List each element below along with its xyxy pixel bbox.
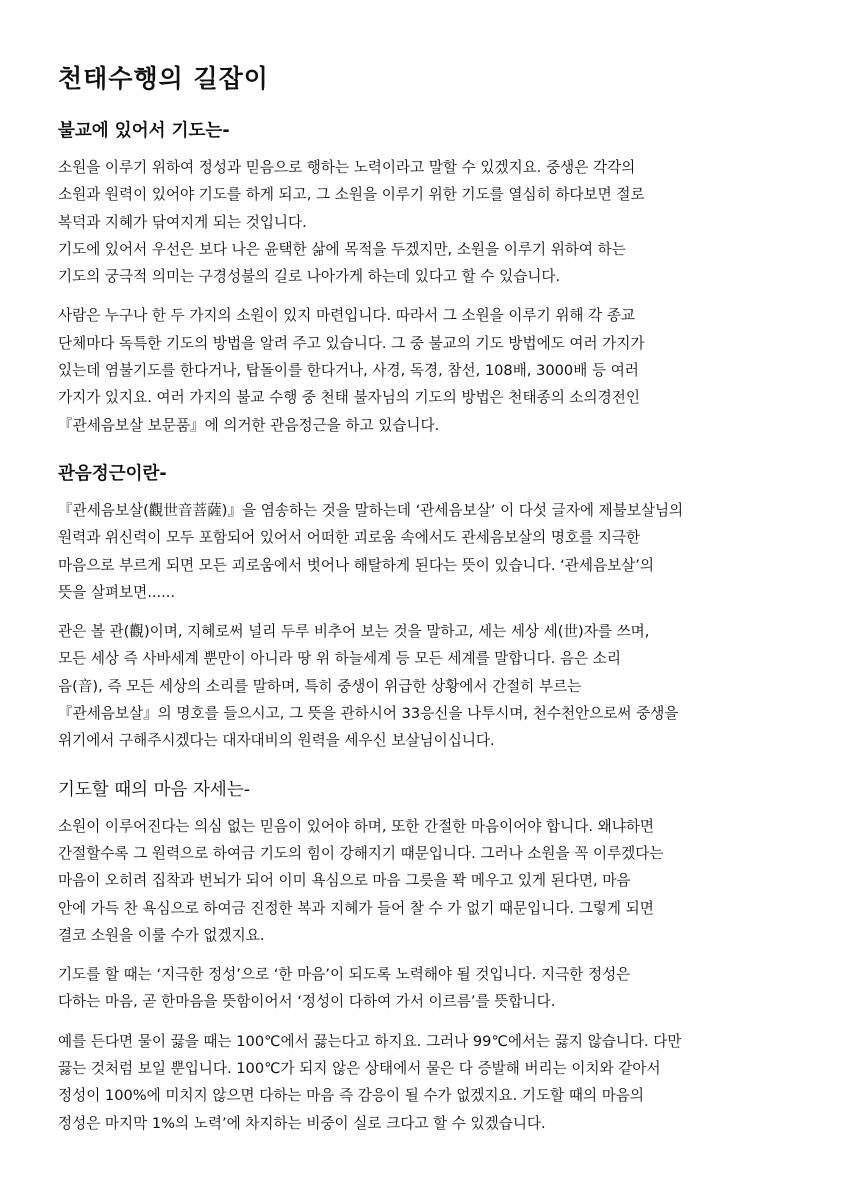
text-line: 정성은 마지막 1%의 노력’에 차지하는 비중이 실로 크다고 할 수 있겠습니다.	[58, 1114, 546, 1132]
section-heading-prayer: 불교에 있어서 기도는-	[58, 121, 230, 141]
section-heading-mindset: 기도할 때의 마음 자세는-	[58, 779, 251, 800]
text-line: 소원을 이루기 위하여 정성과 믿음으로 행하는 노력이라고 말할 수 있겠지요. 중생은 각각의	[58, 159, 636, 176]
text-line: 위기에서 구해주시겠다는 대자대비의 원력을 세우신 보살님이십니다.	[58, 732, 495, 750]
text-line: 끓는 것처럼 보일 뿐입니다. 100℃가 되지 않은 상태에서 물은 다 증발해 버리는 이치와 같아서	[58, 1060, 661, 1078]
paragraph	[58, 961, 801, 1016]
text-line: 정성이 100%에 미치지 않으면 다하는 마음 즉 감응이 될 수가 없겠지요. 기도할 때의 마음의	[58, 1087, 644, 1105]
text-line: 뜻을 살펴보면......	[58, 583, 176, 601]
text-line: 음(音), 즉 모든 세상의 소리를 말하며, 특히 중생이 위급한 상황에서 간절히 부르는	[58, 677, 582, 695]
section-heading-gwaneum: 관음정근이란-	[58, 463, 167, 484]
text-line: 『관세음보살』의 명호를 들으시고, 그 뜻을 관하시어 33응신을 나투시며, 천수천안으로써 중생을	[58, 705, 679, 723]
text-line: 기도를 할 때는 ‘지극한 정성’으로 ‘한 마음’이 되도록 노력해야 될 것입니다. 지극한 정성은	[58, 966, 631, 984]
paragraph	[58, 302, 801, 438]
paragraph	[58, 618, 801, 754]
text-line: 있는데 염불기도를 한다거나, 탑돌이를 한다거나, 사경, 독경, 참선, 108배, 3000배 등 여러	[58, 362, 639, 380]
page-title: 천태수행의 길잡이	[58, 64, 269, 93]
text-line: 모든 세상 즉 사바세계 뿐만이 아니라 땅 위 하늘세계 등 모든 세계를 말합니다. 음은 소리	[58, 650, 622, 668]
paragraph	[58, 1028, 801, 1137]
paragraph	[58, 497, 801, 606]
text-line: 기도에 있어서 우선은 보다 나은 윤택한 삶에 목적을 두겠지만, 소원을 이루기 위하여 하는	[58, 240, 626, 258]
text-line: 『관세음보살 보문품』에 의거한 관음정근을 하고 있습니다.	[58, 416, 440, 434]
text-line: 복덕과 지혜가 닦여지게 되는 것입니다.	[58, 213, 307, 231]
text-line: 사람은 누구나 한 두 가지의 소원이 있지 마련입니다. 따라서 그 소원을 이루기 위해 각 종교	[58, 307, 636, 325]
text-line: 『관세음보살(觀世音菩薩)』을 염송하는 것을 말하는데 ‘관세음보살’ 이 다섯 글자에 제불보살님의	[58, 501, 684, 519]
text-line: 기도의 궁극적 의미는 구경성불의 길로 나아가게 하는데 있다고 할 수 있습니다.	[58, 268, 561, 286]
text-line: 단체마다 독특한 기도의 방법을 알려 주고 있습니다. 그 중 불교의 기도 방법에도 여러 가지가	[58, 334, 645, 352]
text-line: 결코 소원을 이룰 수가 없겠지요.	[58, 926, 265, 944]
text-line: 마음으로 부르게 되면 모든 괴로움에서 벗어나 해탈하게 된다는 뜻이 있습니다. ‘관세음보살’의	[58, 556, 655, 574]
text-line: 예를 든다면 물이 끓을 때는 100℃에서 끓는다고 하지요. 그러나 99℃에서는 끓지 않습니다. 다만	[58, 1032, 682, 1050]
text-line: 다하는 마음, 곧 한마음을 뜻함이어서 ‘정성이 다하여 가서 이르름’를 뜻합니다.	[58, 993, 556, 1011]
paragraph	[58, 813, 801, 949]
text-line: 가지가 있지요. 여러 가지의 불교 수행 중 천태 불자님의 기도의 방법은 천태종의 소의경전인	[58, 389, 640, 407]
paragraph	[58, 154, 801, 290]
text-line: 원력과 위신력이 모두 포함되어 있어서 어떠한 괴로움 속에서도 관세음보살의 명호를 지극한	[58, 529, 641, 547]
text-line: 안에 가득 찬 욕심으로 하여금 진정한 복과 지혜가 들어 찰 수 가 없기 때문입니다. 그렇게 되면	[58, 899, 654, 917]
text-line: 마음이 오히려 집착과 번뇌가 되어 이미 욕심으로 마음 그릇을 꽉 메우고 있게 된다면, 마음	[58, 872, 631, 890]
text-line: 소원이 이루어진다는 의심 없는 믿음이 있어야 하며, 또한 간절한 마음이어야 합니다. 왜냐하면	[58, 817, 655, 835]
text-line: 간절할수록 그 원력으로 하여금 기도의 힘이 강해지기 때문입니다. 그러나 소원을 꼭 이루겠다는	[58, 844, 664, 862]
text-line: 소원과 원력이 있어야 기도를 하게 되고, 그 소원을 이루기 위한 기도를 열심히 하다보면 절로	[58, 186, 645, 204]
text-line: 관은 볼 관(觀)이며, 지혜로써 널리 두루 비추어 보는 것을 말하고, 세는 세상 세(世)자를 쓰며,	[58, 623, 650, 641]
